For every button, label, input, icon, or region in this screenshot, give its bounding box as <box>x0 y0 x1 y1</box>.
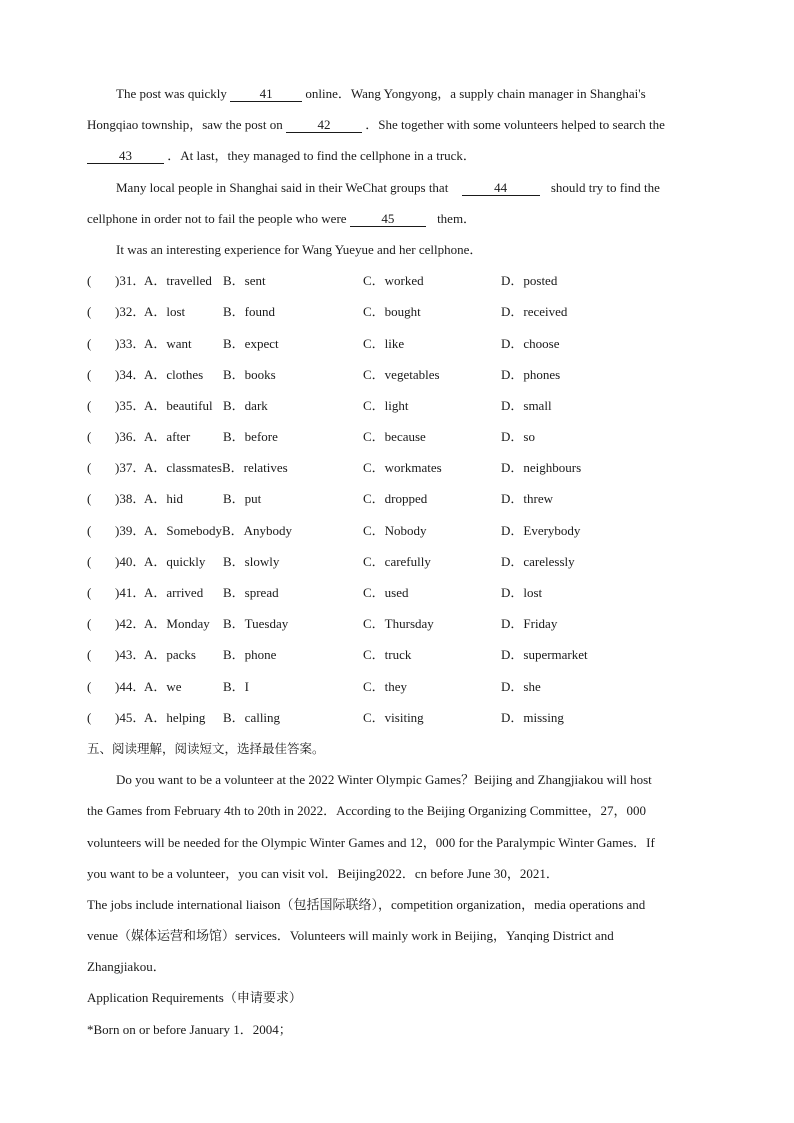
question-number: )45． <box>115 709 146 725</box>
blank-44: 44 <box>462 181 540 196</box>
option-a[interactable]: A．packs <box>144 647 196 663</box>
passage-text: ．She together with some volunteers helped to search the <box>361 117 665 133</box>
answer-paren[interactable]: ( <box>87 647 92 663</box>
reading-line: volunteers will be needed for the Olympic Winter Games and 12，000 for the Paralympic Winter Games．If <box>87 834 655 850</box>
passage-text: should try to find the <box>547 179 660 195</box>
option-c[interactable]: C．used <box>363 585 409 600</box>
question-row <box>87 452 707 483</box>
passage-text: cellphone in order not to fail the people who were <box>87 210 350 226</box>
passage-line <box>87 109 707 140</box>
question-list <box>87 265 707 733</box>
question-row <box>87 639 707 670</box>
option-b[interactable]: B．put <box>223 491 262 507</box>
question-number: )44． <box>115 678 146 694</box>
option-b[interactable]: B．dark <box>223 397 268 413</box>
question-row <box>87 702 707 733</box>
question-row <box>87 421 707 452</box>
passage-line: It was an interesting experience for Wang Yueyue and her cellphone． <box>116 241 483 257</box>
question-number: )36． <box>115 429 146 445</box>
option-d[interactable]: D．small <box>501 397 552 413</box>
option-d[interactable]: D．Everybody <box>501 522 581 538</box>
passage-line <box>87 203 707 234</box>
option-a[interactable]: A．quickly <box>144 553 206 569</box>
reading-line: *Born on or before January 1．2004； <box>87 1021 292 1037</box>
question-row <box>87 265 707 296</box>
reading-line: Zhangjiakou． <box>87 959 166 975</box>
option-b[interactable]: B．sent <box>223 273 266 289</box>
passage-text: them． <box>433 210 477 226</box>
question-row <box>87 608 707 639</box>
option-d[interactable]: D．threw <box>501 491 553 507</box>
option-b[interactable]: B．before <box>223 429 278 445</box>
passage-text: online．Wang Yongyong，a supply chain manager in Shanghai's <box>302 86 646 101</box>
option-d[interactable]: D．received <box>501 304 568 320</box>
passage-text: The post was quickly <box>116 86 231 101</box>
answer-paren[interactable]: ( <box>87 709 92 725</box>
option-d[interactable]: D．neighbours <box>501 460 582 476</box>
question-row <box>87 296 707 327</box>
passage-line <box>87 78 707 109</box>
option-a[interactable]: A．clothes <box>144 366 204 382</box>
blank-45: 45 <box>350 212 426 227</box>
question-number: )42． <box>115 616 146 632</box>
option-c[interactable]: C．dropped <box>363 491 428 507</box>
question-row <box>87 390 707 421</box>
passage-line <box>87 172 707 203</box>
option-c[interactable]: C．bought <box>363 304 421 320</box>
option-c[interactable]: C．workmates <box>363 460 442 476</box>
passage-text: ．At last，they managed to find the cellphone in a truck． <box>164 148 476 164</box>
reading-line: the Games from February 4th to 20th in 2022．According to the Beijing Organizing Committee，27，000 <box>87 803 647 819</box>
option-d[interactable]: D．choose <box>501 335 560 351</box>
answer-paren[interactable]: ( <box>87 366 92 382</box>
option-b[interactable]: B．spread <box>223 585 279 600</box>
question-number: )35． <box>115 397 146 413</box>
option-d[interactable]: D．so <box>501 429 535 445</box>
question-row <box>87 671 707 702</box>
option-d[interactable]: D．missing <box>501 709 564 725</box>
option-c[interactable]: C．like <box>363 335 405 351</box>
question-row <box>87 328 707 359</box>
question-number: )40． <box>115 553 146 569</box>
question-row <box>87 483 707 514</box>
question-row <box>87 359 707 390</box>
question-row <box>87 577 707 608</box>
answer-paren[interactable]: ( <box>87 553 92 569</box>
option-b[interactable]: B．slowly <box>223 553 280 569</box>
option-c[interactable]: C．because <box>363 429 426 445</box>
option-c[interactable]: C．visiting <box>363 709 424 725</box>
option-c[interactable]: C．Nobody <box>363 522 427 538</box>
answer-paren[interactable]: ( <box>87 429 92 445</box>
option-b[interactable]: B．expect <box>223 335 279 351</box>
answer-paren[interactable]: ( <box>87 335 92 351</box>
question-number: )33． <box>115 335 146 351</box>
question-number: )37． <box>115 460 146 476</box>
option-c[interactable]: C．Thursday <box>363 616 434 632</box>
answer-paren[interactable]: ( <box>87 397 92 413</box>
answer-paren[interactable]: ( <box>87 678 92 694</box>
option-b[interactable]: B．phone <box>223 647 277 663</box>
option-a[interactable]: A．helping <box>144 709 206 725</box>
answer-paren[interactable]: ( <box>87 304 92 320</box>
option-b[interactable]: B．calling <box>223 709 281 725</box>
option-c[interactable]: C．truck <box>363 647 412 663</box>
option-a[interactable]: A．beautiful <box>144 397 213 413</box>
option-a[interactable]: A．after <box>144 429 191 445</box>
option-c[interactable]: C．they <box>363 678 408 694</box>
question-number: )39． <box>115 522 146 538</box>
answer-paren[interactable]: ( <box>87 522 92 538</box>
section-heading: 五、阅读理解，阅读短文，选择最佳答案。 <box>87 740 325 756</box>
option-d[interactable]: D．Friday <box>501 616 558 632</box>
option-d[interactable]: D．supermarket <box>501 647 588 663</box>
question-row <box>87 515 707 546</box>
option-b[interactable]: B．books <box>223 366 276 382</box>
answer-paren[interactable]: ( <box>87 273 92 289</box>
reading-line: The jobs include international liaison（包括国际联络），competition organization，media operations and <box>87 896 646 912</box>
answer-paren[interactable]: ( <box>87 616 92 632</box>
option-d[interactable]: D．lost <box>501 585 543 600</box>
option-b[interactable]: B．Tuesday <box>223 616 289 632</box>
reading-line: you want to be a volunteer，you can visit vol．Beijing2022．cn before June 30，2021． <box>87 865 559 881</box>
blank-43: 43 <box>87 149 164 164</box>
option-d[interactable]: D．posted <box>501 273 558 289</box>
option-b[interactable]: B．found <box>223 304 276 320</box>
question-number: )31． <box>115 273 146 289</box>
option-b[interactable]: B．I <box>223 678 250 694</box>
option-c[interactable]: C．vegetables <box>363 366 440 382</box>
option-c[interactable]: C．worked <box>363 273 424 289</box>
question-row <box>87 546 707 577</box>
option-a[interactable]: A．hid <box>144 491 184 507</box>
passage-line <box>87 140 707 171</box>
document-page <box>87 78 707 1045</box>
question-number: )38． <box>115 491 146 507</box>
option-a[interactable]: A．travelled <box>144 273 212 289</box>
option-a[interactable]: A．SomebodyB．Anybody <box>144 522 293 538</box>
option-c[interactable]: C．carefully <box>363 553 431 569</box>
option-d[interactable]: D．phones <box>501 366 561 382</box>
blank-41: 41 <box>230 87 302 102</box>
option-c[interactable]: C．light <box>363 397 409 413</box>
answer-paren[interactable]: ( <box>87 585 92 600</box>
reading-line: Application Requirements（申请要求） <box>87 990 302 1006</box>
option-a[interactable]: A．we <box>144 678 182 694</box>
question-number: )41． <box>115 585 146 600</box>
option-a[interactable]: A．want <box>144 335 192 351</box>
reading-line: Do you want to be a volunteer at the 2022 Winter Olympic Games？Beijing and Zhangjiakou will host <box>116 772 652 788</box>
answer-paren[interactable]: ( <box>87 491 92 507</box>
option-d[interactable]: D．carelessly <box>501 553 575 569</box>
option-a[interactable]: A．Monday <box>144 616 210 632</box>
answer-paren[interactable]: ( <box>87 460 92 476</box>
option-a[interactable]: A．lost <box>144 304 186 320</box>
reading-line: venue（媒体运营和场馆）services．Volunteers will mainly work in Beijing，Yanqing District and <box>87 928 614 944</box>
option-a[interactable]: A．arrived <box>144 585 204 600</box>
blank-42: 42 <box>286 118 362 133</box>
passage-text: Hongqiao township，saw the post on <box>87 117 286 133</box>
question-number: )34． <box>115 366 146 382</box>
passage-text: Many local people in Shanghai said in their WeChat groups that <box>116 179 452 195</box>
question-number: )43． <box>115 647 146 663</box>
option-a[interactable]: A．classmatesB．relatives <box>144 460 288 476</box>
option-d[interactable]: D．she <box>501 678 541 694</box>
question-number: )32． <box>115 304 146 320</box>
